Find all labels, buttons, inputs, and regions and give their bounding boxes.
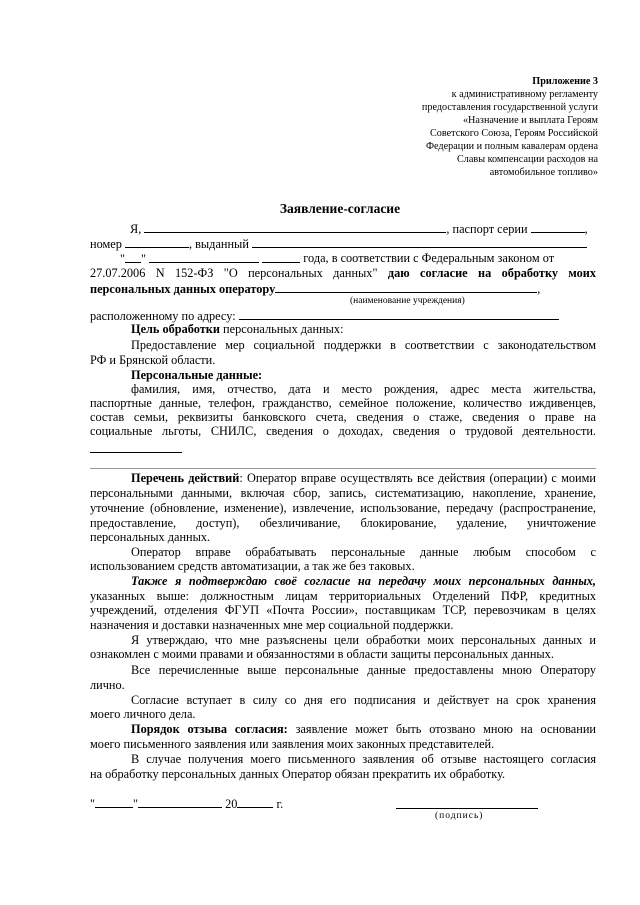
number-label: номер [90,237,122,251]
transfer-line: назначения и доставки назначенных мне мер социальной поддержки. [90,618,454,632]
personal-data-line: состав семьи, реквизиты банковского счета, сведения о стаже, сведения о праве на [90,410,596,424]
appendix-line: Советского Союза, Героям Российской [429,128,598,139]
provided-line: лично. [90,678,125,692]
address-field[interactable] [239,308,559,320]
passport-label: , паспорт серии [446,222,528,236]
purpose-text: РФ и Брянской области. [90,353,216,367]
personal-data-heading: Персональные данные: [131,368,263,382]
personal-data-line: социальные льготы, СНИЛС, сведения о доходах, сведения о трудовой деятельности. [90,424,596,438]
purpose-label: Цель обработки [131,322,220,336]
personal-data-line: паспортные данные, телефон, гражданство, семейное положение, количество иждивенцев, [90,396,596,410]
quote-open: " [120,252,126,266]
appendix-line: «Назначение и выплата Героям [462,115,598,126]
quote-open: " [90,797,96,811]
issue-day-field[interactable] [125,251,141,263]
institution-hint: (наименование учреждения) [350,296,465,306]
date-law-line [90,251,596,267]
blank-line[interactable] [90,452,182,453]
actions-text: : Оператор вправе осуществлять все действия (операции) с моими [239,471,596,485]
comma: , [584,222,588,236]
purpose-label-rest: персональных данных: [223,322,344,336]
year-suffix: г. [276,797,284,811]
personal-data-line: фамилия, имя, отчество, дата и место рождения, адрес места жительства, [131,382,596,396]
full-name-field[interactable] [144,221,446,233]
actions-line: персональными данными, включая сбор, запись, систематизацию, накопление, хранение, [90,486,596,500]
passport-number-field[interactable] [125,236,189,248]
transfer-line: учреждений, отделения ФГУП «Почта России», поставщикам ТСР, перевозчикам в целях [90,603,596,617]
signature-date [90,796,350,812]
processing-line: Оператор вправе обрабатывать персональные данные любым способом с [131,545,596,559]
purpose-text: Предоставление мер социальной поддержки в соответствии с законодательством [131,338,596,352]
law-number: 27.07.2006 N 152-ФЗ "О персональных данных" [90,266,378,280]
issued-label: , выданный [188,237,249,251]
appendix-line: автомобильное топливо» [489,167,598,178]
appendix-title: Приложение 3 [532,76,598,87]
provided-line: Все перечисленные выше персональные данные предоставлены мною Оператору [131,663,596,677]
signature-field[interactable] [396,808,538,809]
operator-line [90,281,596,297]
actions-line: предоставление, доступ), обезличивание, блокирование, удаление, уничтожение [90,516,596,530]
processing-line: использованием средств автоматизации, а так же без таковых. [90,559,415,573]
passport-series-field[interactable] [531,221,585,233]
blank-line[interactable] [90,468,596,469]
actions-line [90,471,596,486]
quote-close: " [141,252,147,266]
appendix-line: Славы компенсации расходов на [457,154,598,165]
quote-close: " [133,797,139,811]
actions-line: персональных данных. [90,530,211,544]
revocation-line [90,722,596,737]
issue-month-field[interactable] [149,251,259,263]
law-consent-line [90,266,596,281]
revocation-label: Порядок отзыва согласия: [131,722,288,736]
number-line [90,236,596,252]
law-reference-text: года, в соответствии с Федеральным законом от [303,251,555,265]
address-label: расположенному по адресу: [90,309,236,323]
document-title: Заявление-согласие [279,201,401,216]
issued-by-field[interactable] [252,236,587,248]
transfer-heading: Также я подтверждаю своё согласие на передачу моих персональных данных, [131,574,596,588]
institution-field[interactable] [275,281,537,293]
sign-month-field[interactable] [138,796,222,808]
actions-label: Перечень действий [131,471,240,485]
ya-label: Я, [130,222,142,236]
stop-line: на обработку персональных данных Оператор обязан прекратить их обработку. [90,767,506,781]
signature-caption: (подпись) [435,811,484,821]
revocation-text: заявление может быть отозвано мною на основании [295,722,596,736]
consent-statement: даю согласие на обработку моих [387,266,596,280]
issue-year-field[interactable] [262,251,300,263]
comma: , [537,282,541,296]
validity-line: моего личного дела. [90,707,196,721]
appendix-line: Федерации и полным кавалерам ордена [426,141,598,152]
year-prefix: 20 [225,797,238,811]
assert-line: Я утверждаю, что мне разъяснены цели обработки моих персональных данных и [131,633,596,647]
actions-line: уточнение (обновление, изменение), извлечение, использование, передачу (распространение, [90,501,596,515]
revocation-line: моего письменного заявления или заявления моих законных представителей. [90,737,495,751]
appendix-line: к административному регламенту [451,89,598,100]
name-line [90,221,596,237]
purpose-heading [90,322,596,337]
sign-year-field[interactable] [237,796,273,808]
validity-line: Согласие вступает в силу со дня его подписания и действует на срок хранения [131,693,596,707]
sign-day-field[interactable] [95,796,133,808]
transfer-line: указанных выше: должностным лицам территориальных Отделений ПФР, кредитных [90,589,596,603]
stop-line: В случае получения моего письменного заявления об отзыве настоящего согласия [131,752,596,766]
assert-line: ознакомлен с моими правами и обязанностями в области защиты персональных данных. [90,647,554,661]
operator-label: персональных данных оператору [90,282,276,296]
appendix-line: предоставления государственной услуги [421,102,598,113]
